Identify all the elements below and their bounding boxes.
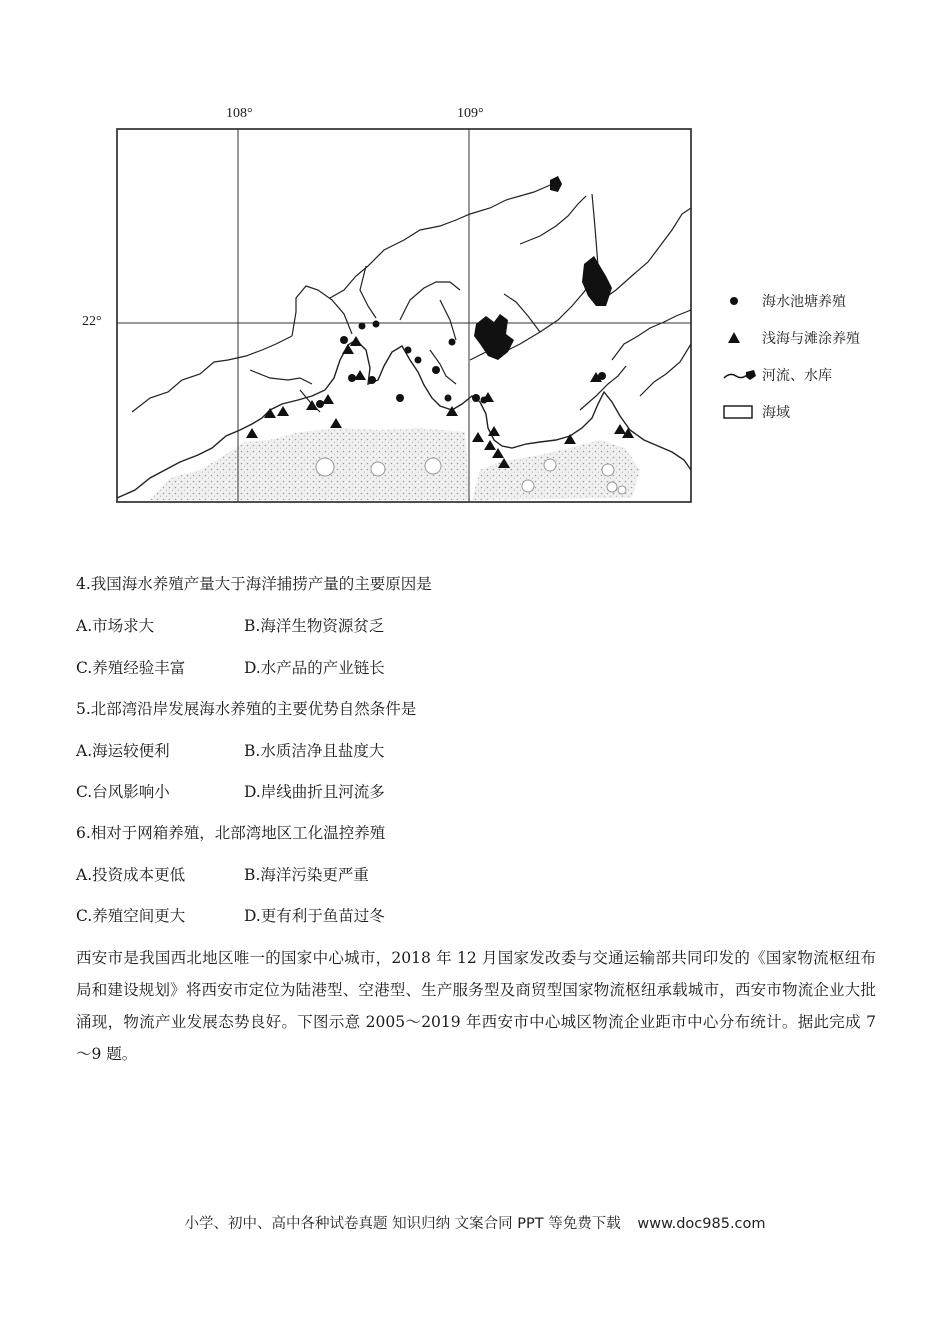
legend-label: 海水池塘养殖 <box>762 294 846 310</box>
question-6-option-c: C.养殖空间更大 <box>76 907 186 925</box>
circle-marker-icon <box>722 292 758 310</box>
question-5-stem: 5.北部湾沿岸发展海水养殖的主要优势自然条件是 <box>76 700 417 718</box>
river-reservoir-icon <box>722 366 758 384</box>
passage-text: 西安市是我国西北地区唯一的国家中心城市，2018 年 12 月国家发改委与交通运输部共同印发的《国家物流枢纽布局和建设规划》将西安市定位为陆港型、空港型、生产服务型及商贸型国家物流枢纽承载城市，西安市物流企业大批涌现，物流产业发展态势良好。下图示意 2005～2019 年西安市中心城区物流企业距市中心分布统计。据此完成 7～9 题。 <box>76 949 876 1063</box>
footer-text: 小学、初中、高中各种试卷真题 知识归纳 文案合同 PPT 等免费下载 <box>184 1216 621 1232</box>
reading-passage <box>76 942 876 1070</box>
question-5-option-d: D.岸线曲折且河流多 <box>244 783 385 801</box>
page-footer <box>0 1212 950 1233</box>
legend-item-sea <box>722 399 922 436</box>
legend-label: 海域 <box>762 405 790 421</box>
map-legend <box>722 288 922 436</box>
question-5-option-a: A.海运较便利 <box>76 742 170 760</box>
question-4-option-c: C.养殖经验丰富 <box>76 659 186 677</box>
legend-item-tidal <box>722 325 922 362</box>
legend-item-pond <box>722 288 922 325</box>
question-6-option-d: D.更有利于鱼苗过冬 <box>244 907 385 925</box>
latitude-label-22: 22° <box>82 314 102 329</box>
sea-area-icon <box>722 403 758 421</box>
legend-label: 浅海与滩涂养殖 <box>762 331 860 347</box>
longitude-label-109: 109° <box>457 106 484 121</box>
footer-link[interactable]: www.doc985.com <box>637 1216 766 1232</box>
pond-aquaculture-markers <box>316 321 606 409</box>
question-6-option-a: A.投资成本更低 <box>76 866 186 884</box>
question-4-option-d: D.水产品的产业链长 <box>244 659 385 677</box>
triangle-marker-icon <box>722 329 758 347</box>
legend-item-river <box>722 362 922 399</box>
longitude-label-108: 108° <box>226 106 253 121</box>
map-drawing <box>0 0 950 540</box>
question-5-option-b: B.水质洁净且盐度大 <box>244 742 385 760</box>
legend-label: 河流、水库 <box>762 368 832 384</box>
question-6-stem: 6.相对于网箱养殖，北部湾地区工化温控养殖 <box>76 824 386 842</box>
question-5-option-c: C.台风影响小 <box>76 783 170 801</box>
question-4-stem: 4.我国海水养殖产量大于海洋捕捞产量的主要原因是 <box>76 575 432 593</box>
question-4-option-b: B.海洋生物资源贫乏 <box>244 617 385 635</box>
question-4-option-a: A.市场求大 <box>76 617 155 635</box>
question-6-option-b: B.海洋污染更严重 <box>244 866 369 884</box>
reservoirs <box>474 176 612 360</box>
map-figure <box>0 0 950 540</box>
